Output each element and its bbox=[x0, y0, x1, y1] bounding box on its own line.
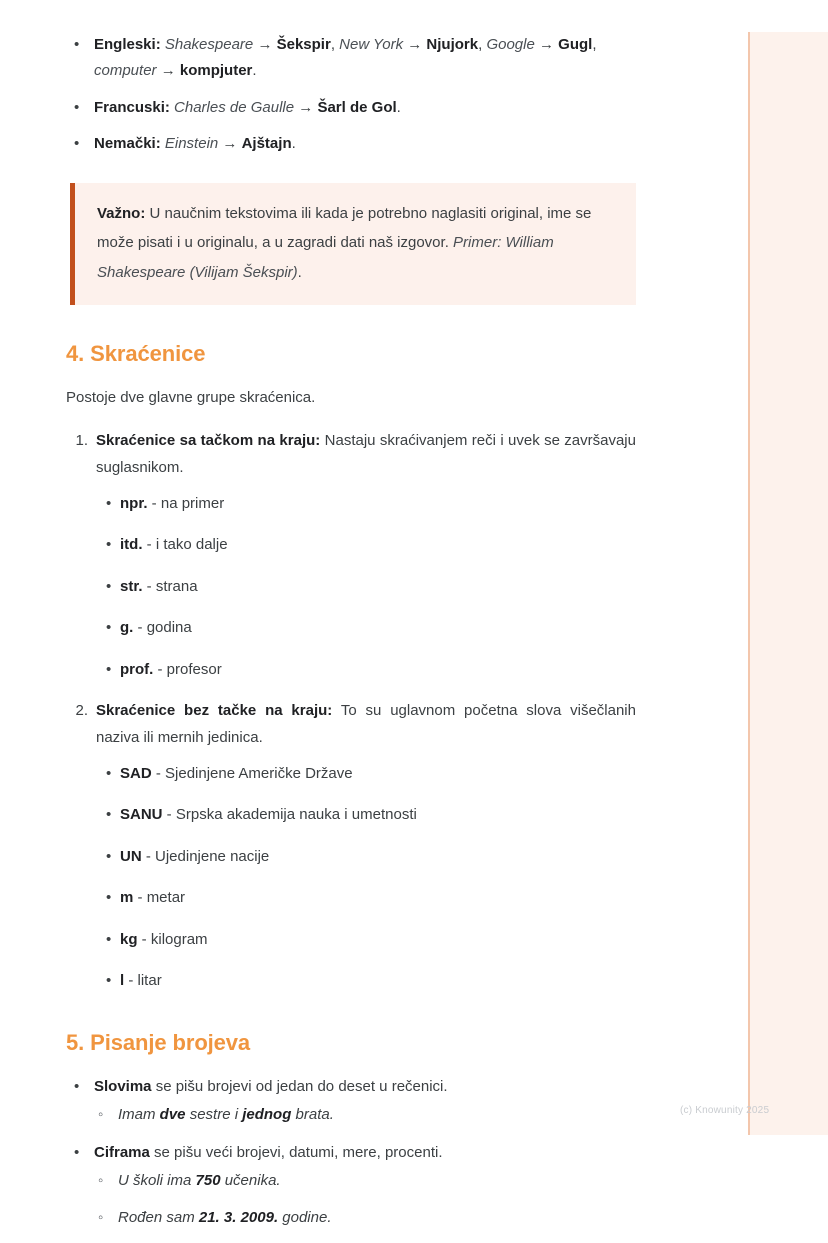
abbreviation-item bbox=[66, 615, 636, 641]
example-mid-text: sestre i bbox=[185, 1106, 243, 1123]
language-example-item: • Engleski: Shakespeare → Šekspir, New York → Njujork, Google → Gugl, computer → kompjuter. bbox=[66, 32, 636, 85]
example-highlight: 21. 3. 2009. bbox=[198, 1209, 279, 1227]
example-post-text: brata. bbox=[291, 1106, 334, 1123]
section-heading-brojevi: 5. Pisanje brojeva bbox=[66, 1029, 251, 1055]
rule-example bbox=[94, 1205, 636, 1231]
abbreviation-item bbox=[66, 574, 636, 600]
rule-examples-list bbox=[94, 1168, 636, 1231]
arrow-icon: → bbox=[160, 62, 176, 80]
separator-dash: - bbox=[141, 847, 156, 865]
transcribed-term: Gugl bbox=[558, 36, 593, 53]
abbreviation-term: l bbox=[120, 972, 125, 990]
abbreviation-term: itd. bbox=[120, 536, 143, 554]
language-example-item: • Francuski: Charles de Gaulle → Šarl de Gol. bbox=[66, 95, 636, 121]
group-description: To su uglavnom početna slova višečlanih naziva ili mernih jedinica. bbox=[96, 702, 636, 746]
callout-example: Primer: William Shakespeare (Vilijam Šekspir) bbox=[97, 234, 554, 281]
abbreviation-term: UN bbox=[120, 847, 142, 865]
abbreviation-term: prof. bbox=[120, 660, 154, 678]
language-label: Nemački: bbox=[94, 134, 161, 152]
abbreviation-groups-list bbox=[66, 428, 636, 994]
abbreviation-item bbox=[66, 885, 636, 911]
separator-dash: - bbox=[162, 806, 176, 824]
group-title: Skraćenice sa tačkom na kraju: bbox=[96, 432, 321, 450]
abbreviation-item bbox=[66, 532, 636, 558]
document-content bbox=[66, 32, 636, 1243]
abbreviation-term: m bbox=[120, 889, 134, 907]
separator-dash: - bbox=[137, 930, 151, 948]
separator-dash: - bbox=[151, 764, 166, 782]
section-heading-skracenice: 4. Skraćenice bbox=[66, 340, 206, 366]
separator-dash: - bbox=[124, 972, 138, 990]
rule-text: se pišu veći brojevi, datumi, mere, procenti. bbox=[149, 1143, 443, 1161]
rule-example bbox=[94, 1102, 636, 1128]
abbreviation-definition: litar bbox=[137, 972, 162, 990]
arrow-icon: → bbox=[539, 36, 554, 53]
separator-dash: - bbox=[142, 536, 156, 554]
callout-label: Važno: bbox=[97, 205, 146, 222]
original-term: Einstein bbox=[164, 134, 219, 152]
number-rule-item bbox=[66, 1074, 636, 1128]
abbreviation-definition: i tako dalje bbox=[155, 536, 228, 554]
abbreviation-group bbox=[66, 698, 636, 751]
rule-examples-list bbox=[94, 1102, 636, 1128]
rule-term: Ciframa bbox=[94, 1143, 150, 1161]
abbreviation-definition: godina bbox=[146, 619, 192, 637]
callout-trailing: . bbox=[297, 263, 302, 281]
example-highlight: dve bbox=[159, 1106, 186, 1123]
abbreviation-item bbox=[66, 657, 636, 683]
abbreviation-definition: Sjedinjene Američke Države bbox=[165, 764, 353, 782]
example-pre-text: Rođen sam bbox=[118, 1209, 199, 1227]
abbreviation-definition: kilogram bbox=[150, 930, 208, 948]
original-term: Shakespeare bbox=[164, 36, 254, 53]
abbreviation-term: SANU bbox=[120, 806, 163, 824]
example-pre-text: U školi ima bbox=[118, 1171, 196, 1189]
example-highlight: 750 bbox=[195, 1171, 221, 1189]
transcribed-term: Šarl de Gol bbox=[317, 98, 397, 116]
abbreviation-item bbox=[66, 844, 636, 870]
transcribed-term: kompjuter bbox=[179, 62, 253, 80]
separator-dash: - bbox=[147, 494, 161, 512]
copyright-watermark: (c) Knowunity 2025 bbox=[680, 1105, 770, 1116]
separator-dash: - bbox=[153, 660, 167, 678]
list-marker: 1. bbox=[75, 432, 88, 450]
abbreviation-term: npr. bbox=[120, 494, 148, 512]
important-callout bbox=[70, 183, 636, 305]
abbreviation-definition: metar bbox=[146, 889, 186, 907]
language-label: Francuski: bbox=[94, 98, 170, 116]
abbreviation-item bbox=[66, 802, 636, 828]
transcribed-term: Ajštajn bbox=[241, 134, 292, 152]
example-post-text: učenika. bbox=[220, 1171, 281, 1189]
example-highlight-secondary: jednog bbox=[242, 1106, 292, 1123]
arrow-icon: → bbox=[222, 134, 238, 152]
callout-text: U naučnim tekstovima ili kada je potrebno naglasiti original, ime se može pisati i u originalu, a u zagradi dati naš izgovor. bbox=[97, 205, 592, 252]
arrow-icon: → bbox=[257, 36, 273, 53]
abbreviation-definition: strana bbox=[155, 577, 198, 595]
abbreviation-term: str. bbox=[120, 577, 143, 595]
number-rules-list bbox=[66, 1074, 636, 1231]
language-example-item: • Nemački: Einstein → Ajštajn. bbox=[66, 131, 636, 157]
example-post-text: godine. bbox=[278, 1209, 332, 1227]
decorative-side-strip bbox=[748, 32, 828, 1135]
separator-dash: - bbox=[133, 619, 147, 637]
abbreviation-term: kg bbox=[120, 930, 138, 948]
abbreviation-definition: Srpska akademija nauka i umetnosti bbox=[175, 806, 417, 824]
language-label: Engleski: bbox=[94, 36, 161, 53]
rule-term: Slovima bbox=[94, 1077, 152, 1095]
arrow-icon: → bbox=[407, 36, 423, 53]
arrow-icon: → bbox=[298, 98, 314, 116]
abbreviation-item bbox=[66, 761, 636, 787]
language-examples-list bbox=[66, 32, 636, 157]
separator-dash: - bbox=[133, 889, 147, 907]
abbreviation-item bbox=[66, 491, 636, 517]
group-description: Nastaju skraćivanjem reči i uvek se završavaju suglasnikom. bbox=[96, 432, 636, 476]
abbreviation-definition: profesor bbox=[166, 660, 222, 678]
transcribed-term: Njujork bbox=[426, 36, 479, 53]
original-term: computer bbox=[94, 62, 157, 80]
transcribed-term: Šekspir bbox=[276, 36, 331, 53]
separator-dash: - bbox=[142, 577, 156, 595]
abbreviation-term: SAD bbox=[120, 764, 152, 782]
abbreviation-definition: Ujedinjene nacije bbox=[155, 847, 270, 865]
original-term: Charles de Gaulle bbox=[174, 98, 295, 116]
rule-text: se pišu brojevi od jedan do deset u rečenici. bbox=[151, 1077, 448, 1095]
original-term: Google bbox=[486, 36, 535, 53]
example-pre-text: Imam bbox=[118, 1106, 160, 1123]
section-lead-skracenice: Postoje dve glavne grupe skraćenica. bbox=[66, 388, 316, 406]
rule-example bbox=[94, 1168, 636, 1194]
abbreviation-term: g. bbox=[120, 619, 134, 637]
abbreviation-item bbox=[66, 927, 636, 953]
abbreviation-item bbox=[66, 968, 636, 994]
abbreviation-items-list bbox=[66, 491, 636, 683]
group-title: Skraćenice bez tačke na kraju: bbox=[96, 702, 333, 720]
original-term: New York bbox=[339, 36, 404, 53]
list-marker: 2. bbox=[75, 702, 88, 720]
number-rule-item bbox=[66, 1140, 636, 1231]
abbreviation-items-list bbox=[66, 761, 636, 994]
abbreviation-group bbox=[66, 428, 636, 481]
abbreviation-definition: na primer bbox=[160, 494, 225, 512]
